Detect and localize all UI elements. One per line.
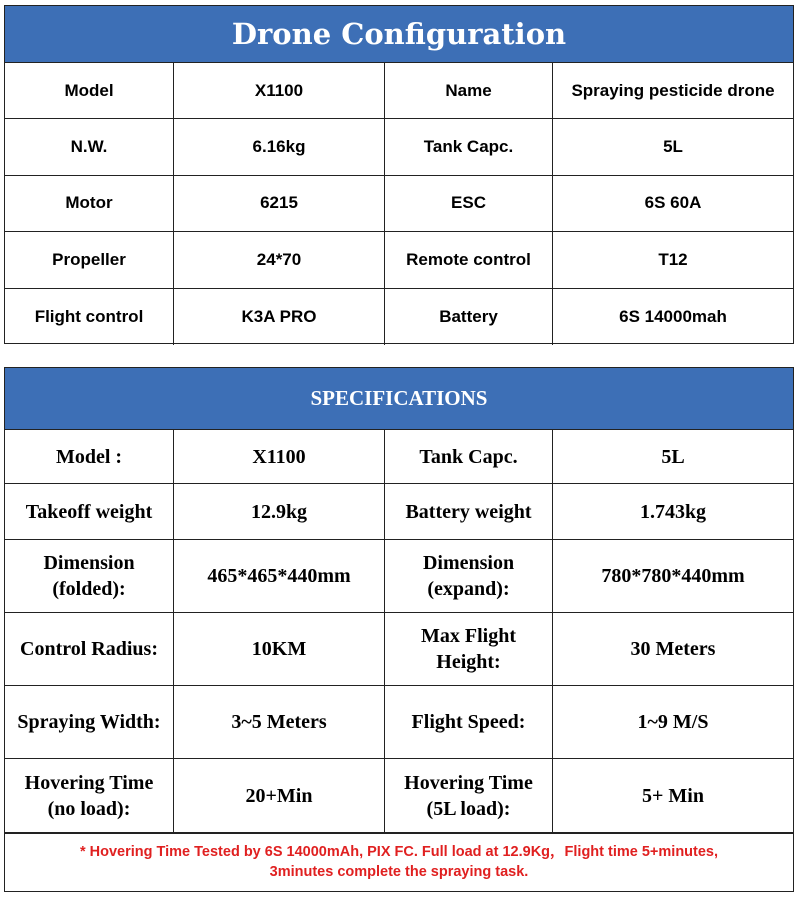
table-row xyxy=(5,540,793,613)
config-label: Name xyxy=(385,63,553,118)
table-row xyxy=(5,176,793,232)
config-value: X1100 xyxy=(174,63,385,118)
spec-label-text: Dimension (folded): xyxy=(43,552,135,600)
config-title: Drone Configuration xyxy=(5,6,793,63)
spec-value-text: 780*780*440mm xyxy=(601,565,745,587)
spec-value xyxy=(174,759,385,832)
spec-value xyxy=(553,430,793,483)
spec-label-text: Hovering Time (5L load): xyxy=(404,771,533,820)
note-line: 3minutes complete the spraying task. xyxy=(269,863,529,880)
spec-value-text: 30 Meters xyxy=(630,638,716,660)
spec-label-text: Dimension (expand): xyxy=(422,552,515,600)
spec-label-text: Max Flight Height: xyxy=(421,625,516,673)
spec-value-text: 20+Min xyxy=(245,784,313,807)
spec-value xyxy=(174,484,385,539)
spec-label xyxy=(5,759,174,832)
config-value: Spraying pesticide drone xyxy=(571,80,775,100)
spec-value-text: X1100 xyxy=(252,445,306,468)
config-value: 6S 14000mah xyxy=(619,306,727,326)
spec-label xyxy=(385,484,553,539)
spec-value-text: 5L xyxy=(661,445,685,468)
spec-label xyxy=(5,430,174,483)
config-value: 6.16kg xyxy=(174,119,385,174)
config-label: Model xyxy=(5,63,174,118)
table-row xyxy=(5,430,793,484)
table-row xyxy=(5,759,793,833)
spec-label xyxy=(5,484,174,539)
spec-value xyxy=(174,613,385,685)
spec-value xyxy=(553,686,793,758)
spec-label-text: Flight Speed: xyxy=(411,711,526,733)
spec-label-text: Model : xyxy=(55,445,123,468)
specifications-table xyxy=(4,367,794,892)
table-row xyxy=(5,63,793,119)
spec-value xyxy=(553,540,793,612)
config-label: Tank Capc. xyxy=(385,119,553,174)
config-value: 5L xyxy=(663,137,683,157)
spec-label-text: Spraying Width: xyxy=(17,711,161,733)
config-value: 6S 60A xyxy=(644,193,702,213)
note-line: * Hovering Time Tested by 6S 14000mAh, PIX FC. Full load at 12.9Kg，Flight time 5+minutes, xyxy=(79,843,719,860)
config-label: Motor xyxy=(5,176,174,231)
spec-label xyxy=(385,540,553,612)
table-row xyxy=(5,289,793,345)
config-value: 24*70 xyxy=(174,232,385,287)
table-row xyxy=(5,484,793,540)
spec-label xyxy=(385,686,553,758)
spec-label xyxy=(5,613,174,685)
spec-label xyxy=(385,430,553,483)
drone-configuration-table xyxy=(4,5,794,344)
spec-value-text: 1.743kg xyxy=(639,500,707,523)
spec-value-text: 465*465*440mm xyxy=(207,565,351,587)
config-label: Battery xyxy=(385,289,553,345)
table-row xyxy=(5,232,793,288)
spec-value xyxy=(553,484,793,539)
table-row xyxy=(5,613,793,686)
config-label: Remote control xyxy=(385,232,553,287)
config-label: ESC xyxy=(385,176,553,231)
specs-title: SPECIFICATIONS xyxy=(5,368,793,430)
config-value: K3A PRO xyxy=(174,289,385,345)
spec-value xyxy=(553,759,793,832)
spec-label-text: Takeoff weight xyxy=(25,500,153,523)
spec-label xyxy=(385,759,553,832)
spec-value-text: 3~5 Meters xyxy=(231,711,327,733)
spec-label-text: Hovering Time (no load): xyxy=(24,771,154,820)
spec-value-text: 1~9 M/S xyxy=(637,711,709,733)
spec-label-text: Tank Capc. xyxy=(419,445,518,468)
spec-label xyxy=(385,613,553,685)
spec-label-text: Battery weight xyxy=(405,500,532,523)
hovering-time-note xyxy=(5,833,793,891)
spec-value-text: 12.9kg xyxy=(250,500,308,523)
spec-value xyxy=(174,686,385,758)
config-value: T12 xyxy=(658,249,688,269)
spec-value xyxy=(174,430,385,483)
table-row xyxy=(5,119,793,175)
spec-value-text: 5+ Min xyxy=(642,784,704,807)
spec-value xyxy=(174,540,385,612)
spec-label xyxy=(5,686,174,758)
spec-value xyxy=(553,613,793,685)
spec-label-text: Control Radius: xyxy=(20,638,158,660)
config-label: N.W. xyxy=(5,119,174,174)
table-row xyxy=(5,686,793,759)
spec-value-text: 10KM xyxy=(251,638,307,660)
spec-label xyxy=(5,540,174,612)
config-label: Flight control xyxy=(5,289,174,345)
config-value: 6215 xyxy=(174,176,385,231)
config-label: Propeller xyxy=(5,232,174,287)
